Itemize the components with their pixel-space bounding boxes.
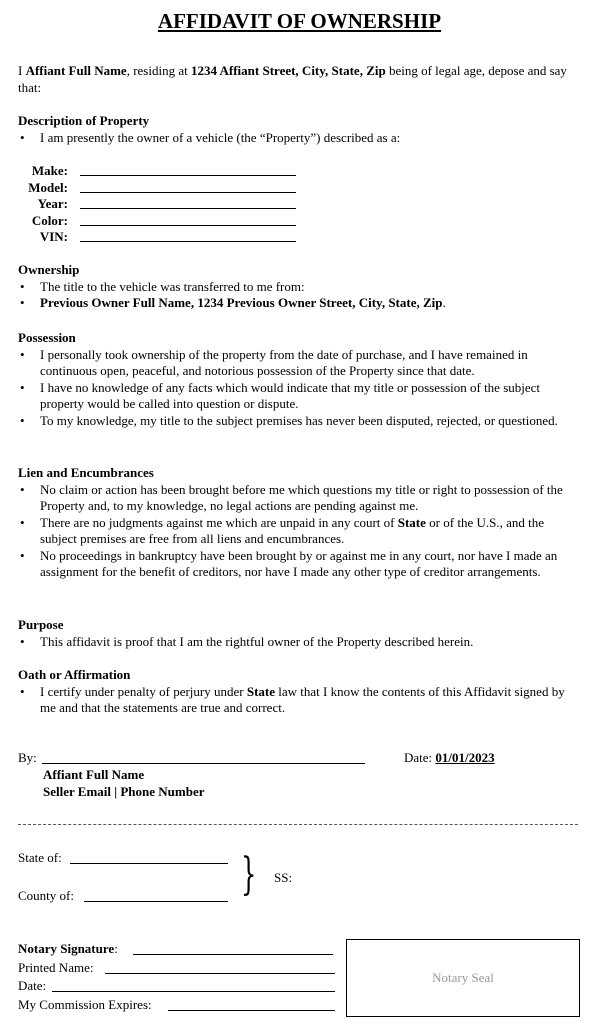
ownership-bullet-1: • The title to the vehicle was transferred to me from:	[18, 279, 578, 296]
lien-bullet-3: • No proceedings in bankruptcy have been brought by or against me in any court, nor have I made an assignment for the benefit of creditors, nor have I made any other type of creditor arrangements.	[18, 548, 578, 581]
make-line[interactable]	[80, 175, 296, 176]
printed-name-field[interactable]	[18, 960, 336, 977]
vin-line[interactable]	[80, 241, 296, 242]
signature-line[interactable]	[42, 763, 365, 764]
intro-text-2: , residing at	[126, 63, 191, 78]
model-label: Model:	[28, 179, 68, 195]
description-bullet: • I am presently the owner of a vehicle (the “Property”) described as a:	[18, 130, 578, 147]
section-divider	[18, 824, 578, 825]
intro-text-1: I	[18, 63, 26, 78]
vin-label: VIN:	[39, 229, 68, 244]
possession-bullet-1: • I personally took ownership of the property from the date of purchase, and I have remained in continuous open, peaceful, and notorious possession of the Property since that date.	[18, 347, 578, 380]
notary-signature-label	[18, 941, 118, 956]
state-of-field[interactable]	[18, 850, 238, 867]
commission-expires-field[interactable]	[18, 997, 336, 1014]
brace-icon: }	[241, 849, 257, 900]
commission-expires-label: My Commission Expires:	[18, 997, 152, 1012]
color-label: Color:	[31, 212, 68, 228]
ss-label: SS:	[274, 870, 293, 885]
date-label: Date:	[404, 750, 436, 765]
lien-section	[18, 465, 578, 581]
notary-seal-box	[346, 939, 580, 1017]
description-section	[18, 113, 578, 146]
model-line[interactable]	[80, 192, 296, 193]
notary-signature-line[interactable]	[133, 954, 333, 955]
ownership-bullet-2	[18, 295, 578, 312]
oath-bullet	[18, 684, 578, 717]
date-field	[404, 750, 495, 767]
intro-paragraph	[18, 63, 578, 96]
model-field[interactable]	[18, 180, 308, 197]
date-value[interactable]: 01/01/2023	[435, 750, 495, 765]
lien-state: State	[397, 514, 426, 530]
possession-section	[18, 330, 578, 429]
possession-heading: Possession	[18, 330, 76, 345]
notary-signature-field[interactable]	[18, 941, 336, 958]
lien-bullet-2	[18, 515, 578, 548]
county-of-line[interactable]	[84, 901, 228, 902]
ownership-section	[18, 262, 578, 312]
previous-owner: Previous Owner Full Name, 1234 Previous Owner Street, City, State, Zip	[40, 295, 443, 310]
lien-bullet-1: • No claim or action has been brought before me which questions my title or right to possession of the Property and, to my knowledge, no legal actions are pending against me.	[18, 482, 578, 515]
purpose-heading: Purpose	[18, 617, 64, 632]
ownership-bullet-2-end: .	[442, 295, 446, 310]
purpose-section	[18, 617, 578, 650]
ownership-heading: Ownership	[18, 262, 80, 277]
oath-section	[18, 667, 578, 717]
lien-bullet-2-text-b: or of the U.S., and the subject premises are free from all liens and encumbrances.	[40, 514, 544, 546]
year-field[interactable]	[18, 196, 308, 213]
signer-affiant-name: Affiant Full Name	[43, 767, 145, 782]
printed-name-label: Printed Name:	[18, 960, 94, 975]
purpose-bullet: • This affidavit is proof that I am the rightful owner of the Property described herein.	[18, 634, 578, 651]
lien-bullet-2-text-a: There are no judgments against me which are unpaid in any court of	[40, 514, 398, 530]
notary-seal-label: Notary Seal	[432, 969, 494, 985]
oath-heading: Oath or Affirmation	[18, 667, 131, 682]
oath-state: State	[246, 683, 276, 699]
commission-expires-line[interactable]	[168, 1010, 335, 1011]
notary-date-label: Date:	[18, 978, 47, 993]
oath-text-b: law that I know the contents of this Affidavit signed by me and that the statements are true and correct.	[40, 683, 565, 715]
year-line[interactable]	[80, 208, 296, 209]
state-of-line[interactable]	[70, 863, 228, 864]
document-title: AFFIDAVIT OF OWNERSHIP	[157, 9, 442, 33]
year-label: Year:	[37, 196, 68, 211]
notary-signature-colon: :	[114, 941, 118, 956]
intro-text-3: being of legal age, depose and say that:	[18, 63, 567, 95]
county-of-label: County of:	[18, 888, 74, 903]
county-of-field[interactable]	[18, 888, 238, 905]
possession-bullet-2: • I have no knowledge of any facts which would indicate that my title or possession of the subject property would be called into question or dispute.	[18, 380, 578, 413]
notary-signature-label-text: Notary Signature	[18, 941, 115, 956]
signer-contact: Seller Email | Phone Number	[43, 783, 205, 799]
printed-name-line[interactable]	[105, 973, 335, 974]
lien-heading: Lien and Encumbrances	[18, 465, 154, 480]
make-label: Make:	[31, 163, 68, 178]
oath-text-a: I certify under penalty of perjury under	[40, 683, 247, 699]
by-label: By:	[18, 750, 37, 765]
intro-affiant-name: Affiant Full Name	[25, 63, 127, 78]
color-line[interactable]	[80, 225, 296, 226]
signature-row	[18, 750, 578, 767]
possession-bullet-3: • To my knowledge, my title to the subject premises has never been disputed, rejected, or questioned.	[18, 413, 578, 430]
description-heading: Description of Property	[18, 113, 150, 128]
state-of-label: State of:	[18, 850, 62, 865]
vin-field[interactable]	[18, 229, 308, 246]
color-field[interactable]	[18, 213, 308, 230]
intro-affiant-address: 1234 Affiant Street, City, State, Zip	[190, 63, 386, 78]
notary-date-line[interactable]	[52, 991, 335, 992]
notary-date-field[interactable]	[18, 978, 336, 995]
make-field[interactable]	[18, 163, 308, 180]
